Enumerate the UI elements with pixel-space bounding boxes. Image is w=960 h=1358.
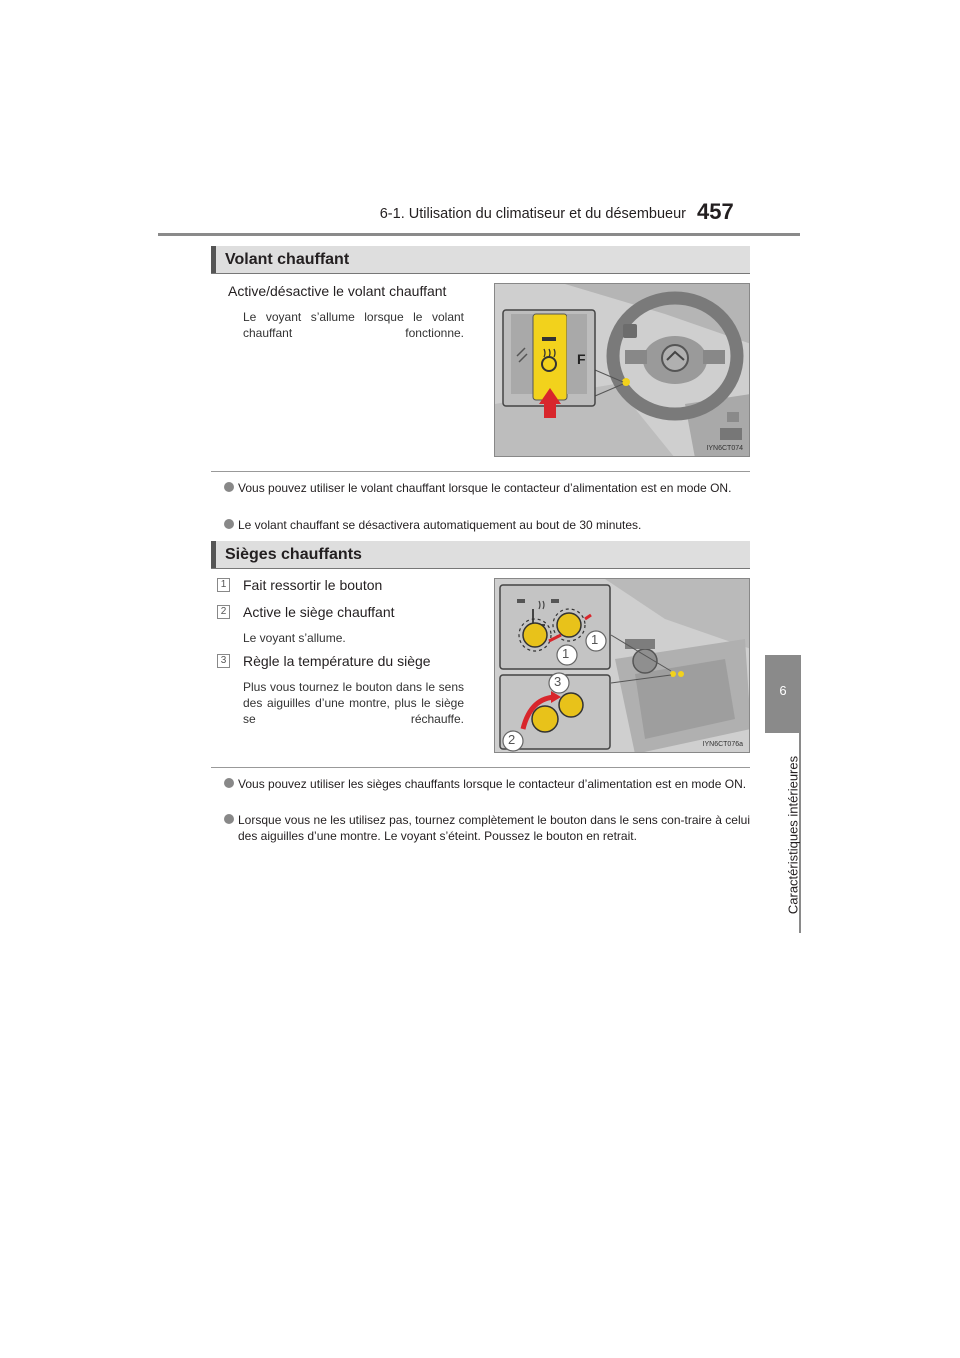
bullet-text: Lorsque vous ne les utilisez pas, tournez complètement le bouton dans le sens con-traire à celui des aiguilles d’une montre. Le voyant s’éteint. Poussez le bouton en retrait.: [238, 813, 750, 843]
chapter-title-vertical: [783, 745, 803, 925]
callout-label-3: 3: [554, 674, 562, 689]
page-number: 457: [697, 199, 734, 224]
step-number-3: 3: [217, 654, 230, 668]
svg-text:F: F: [577, 351, 586, 367]
bullet-text: Le volant chauffant se désactivera automatiquement au bout de 30 minutes.: [238, 518, 642, 532]
section1-divider: [211, 471, 750, 472]
section-header-heated-seats: [211, 541, 750, 569]
heated-wheel-illustration: [494, 283, 750, 457]
bullet-dot: [224, 778, 234, 788]
running-header-title: 6-1. Utilisation du climatiseur et du désembueur: [379, 206, 686, 222]
bullet-text: Vous pouvez utiliser les sièges chauffants lorsque le contacteur d’alimentation est en mode ON.: [238, 777, 747, 791]
step-text-2: Active le siège chauffant: [243, 604, 395, 620]
callout-label-1a: 1: [591, 632, 599, 647]
callout-label-1b: 1: [562, 646, 570, 661]
image-code: IYN6CT076a: [702, 741, 743, 748]
section2-divider: [211, 767, 750, 768]
section-title: Volant chauffant: [225, 251, 350, 268]
callout-label-2: 2: [508, 732, 516, 747]
step-sub-3: Plus vous tournez le bouton dans le sens des aiguilles d’une montre, plus le siège se réchauffe.: [243, 680, 464, 726]
console-drawing: [495, 579, 750, 753]
section-header-bar: [211, 246, 216, 273]
bullet-item: [224, 812, 750, 844]
bullet-dot: [224, 519, 234, 529]
section-header-bar: [211, 541, 216, 568]
chapter-title: Caractéristiques intérieures: [785, 755, 801, 915]
step-sub-2: Le voyant s’allume.: [243, 631, 346, 645]
bullet-item: [224, 776, 750, 808]
bullet-item: [224, 480, 750, 512]
header-rule: [158, 233, 800, 236]
step-text-3: Règle la température du siège: [243, 653, 431, 669]
step-number-2: 2: [217, 605, 230, 619]
steering-wheel-drawing: [495, 284, 750, 457]
step-text-1: Fait ressortir le bouton: [243, 577, 383, 593]
bullet-item: [224, 517, 750, 533]
section-header-heated-wheel: [211, 246, 750, 274]
heated-seats-illustration: [494, 578, 750, 753]
bullet-dot: [224, 482, 234, 492]
image-code: IYN6CT074: [706, 445, 743, 452]
chapter-number: 6: [779, 683, 787, 698]
section-title: Sièges chauffants: [225, 546, 362, 563]
wheel-lead-text: Active/désactive le volant chauffant: [228, 283, 447, 299]
wheel-indicator-note: Le voyant s’allume lorsque le volant chauffant fonctionne.: [243, 310, 464, 340]
bullet-dot: [224, 814, 234, 824]
bullet-text: Vous pouvez utiliser le volant chauffant lorsque le contacteur d’alimentation est en mode ON.: [238, 481, 732, 495]
step-number-1: 1: [217, 578, 230, 592]
